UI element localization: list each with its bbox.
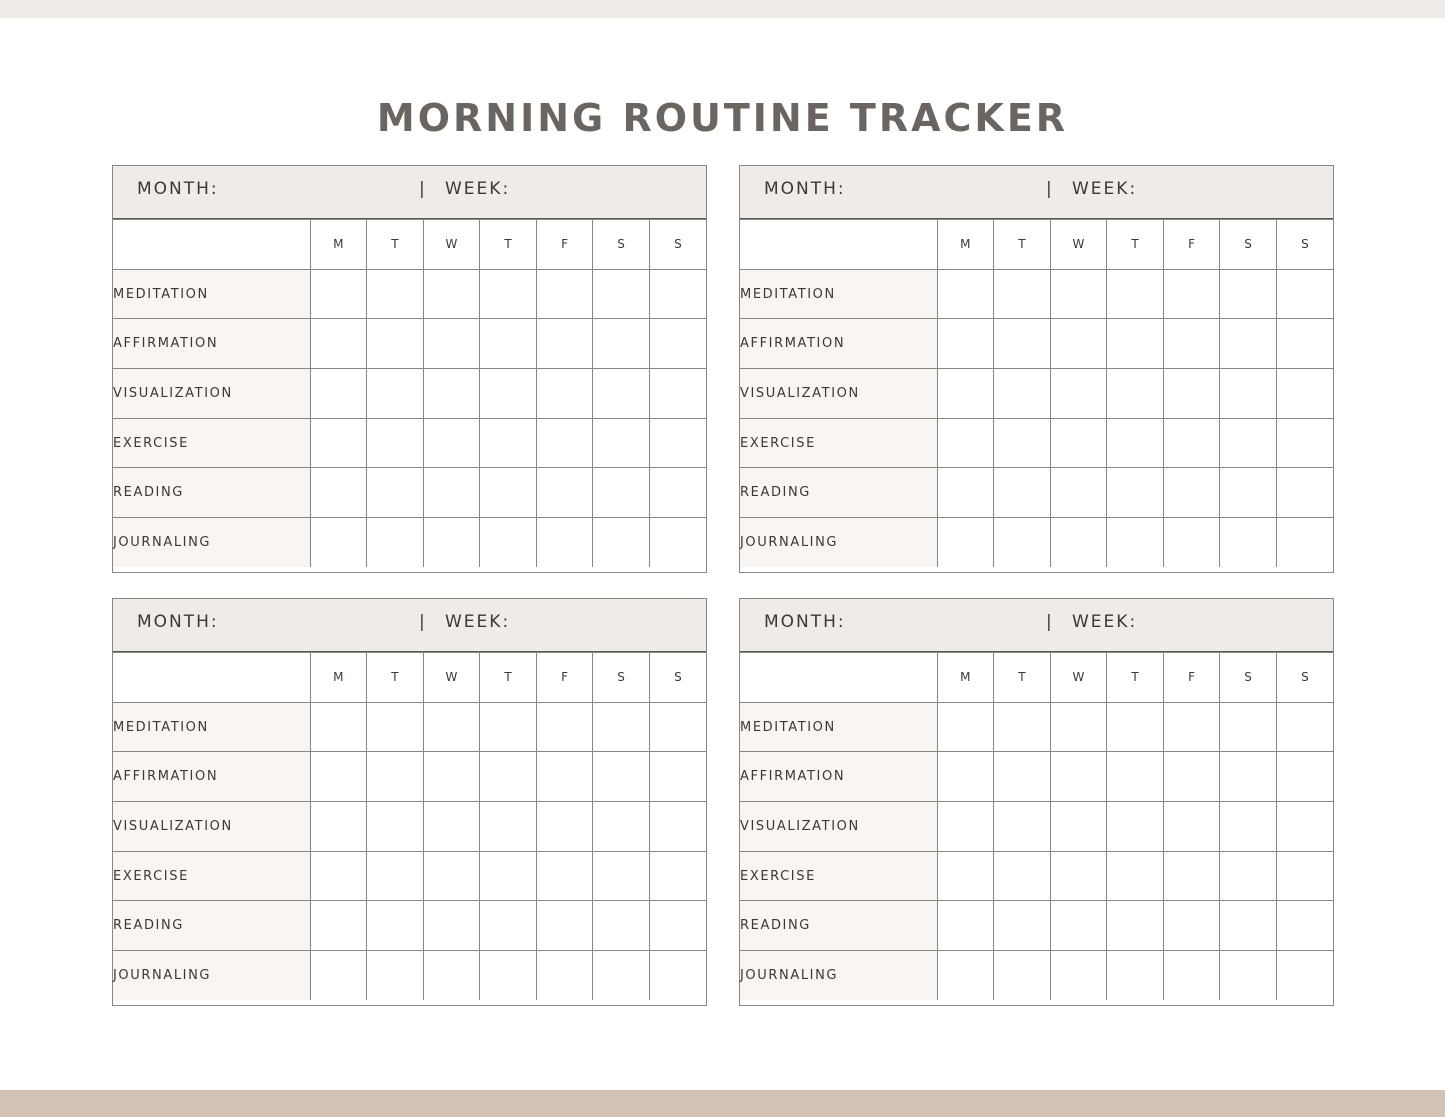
day-header: F xyxy=(1163,220,1220,270)
habit-label: READING xyxy=(740,468,937,518)
day-header: W xyxy=(423,653,480,703)
day-header-row xyxy=(740,220,1333,270)
check-cell[interactable] xyxy=(593,951,650,1001)
check-cell[interactable] xyxy=(536,518,593,568)
header-divider: | xyxy=(419,179,427,199)
check-cell[interactable] xyxy=(1107,269,1164,319)
check-cell[interactable] xyxy=(423,468,480,518)
check-cell[interactable] xyxy=(1276,951,1333,1001)
habit-grid xyxy=(740,652,1333,1000)
check-cell[interactable] xyxy=(593,702,650,752)
habit-row xyxy=(113,418,706,468)
habit-row xyxy=(113,901,706,951)
check-cell[interactable] xyxy=(367,802,424,852)
day-header: F xyxy=(536,220,593,270)
habit-label: JOURNALING xyxy=(740,518,937,568)
check-cell[interactable] xyxy=(423,802,480,852)
check-cell[interactable] xyxy=(1050,518,1107,568)
check-cell[interactable] xyxy=(536,269,593,319)
check-cell[interactable] xyxy=(1050,851,1107,901)
check-cell[interactable] xyxy=(1107,702,1164,752)
check-cell[interactable] xyxy=(994,518,1051,568)
day-header: S xyxy=(1220,653,1277,703)
habit-label: MEDITATION xyxy=(740,702,937,752)
check-cell[interactable] xyxy=(367,752,424,802)
check-cell[interactable] xyxy=(310,468,367,518)
check-cell[interactable] xyxy=(536,369,593,419)
check-cell[interactable] xyxy=(994,319,1051,369)
habit-row xyxy=(113,319,706,369)
check-cell[interactable] xyxy=(1107,752,1164,802)
tracker-panel-2 xyxy=(739,165,1334,573)
check-cell[interactable] xyxy=(649,752,706,802)
habit-row xyxy=(113,802,706,852)
check-cell[interactable] xyxy=(1107,518,1164,568)
check-cell[interactable] xyxy=(1107,802,1164,852)
top-band xyxy=(0,0,1445,18)
check-cell[interactable] xyxy=(310,319,367,369)
check-cell[interactable] xyxy=(994,752,1051,802)
check-cell[interactable] xyxy=(593,418,650,468)
check-cell[interactable] xyxy=(937,951,994,1001)
check-cell[interactable] xyxy=(1107,951,1164,1001)
habit-row xyxy=(740,851,1333,901)
check-cell[interactable] xyxy=(310,518,367,568)
habit-label: READING xyxy=(740,901,937,951)
day-header: T xyxy=(480,220,537,270)
check-cell[interactable] xyxy=(1107,851,1164,901)
check-cell[interactable] xyxy=(1163,518,1220,568)
check-cell[interactable] xyxy=(536,702,593,752)
habit-row xyxy=(113,468,706,518)
check-cell[interactable] xyxy=(649,802,706,852)
check-cell[interactable] xyxy=(1163,319,1220,369)
habit-label: MEDITATION xyxy=(113,702,310,752)
check-cell[interactable] xyxy=(1220,702,1277,752)
habit-label: EXERCISE xyxy=(740,418,937,468)
check-cell[interactable] xyxy=(1220,851,1277,901)
check-cell[interactable] xyxy=(423,752,480,802)
check-cell[interactable] xyxy=(649,369,706,419)
check-cell[interactable] xyxy=(1163,951,1220,1001)
check-cell[interactable] xyxy=(367,851,424,901)
check-cell[interactable] xyxy=(937,752,994,802)
habit-label: AFFIRMATION xyxy=(113,319,310,369)
check-cell[interactable] xyxy=(1050,951,1107,1001)
check-cell[interactable] xyxy=(1220,951,1277,1001)
check-cell[interactable] xyxy=(367,901,424,951)
check-cell[interactable] xyxy=(367,518,424,568)
check-cell[interactable] xyxy=(994,468,1051,518)
check-cell[interactable] xyxy=(1276,468,1333,518)
habit-label: JOURNALING xyxy=(113,951,310,1001)
corner-cell xyxy=(113,220,310,270)
check-cell[interactable] xyxy=(937,369,994,419)
check-cell[interactable] xyxy=(1163,901,1220,951)
habit-label: AFFIRMATION xyxy=(113,752,310,802)
check-cell[interactable] xyxy=(1050,702,1107,752)
check-cell[interactable] xyxy=(1163,369,1220,419)
check-cell[interactable] xyxy=(1220,468,1277,518)
habit-row xyxy=(740,752,1333,802)
header-divider: | xyxy=(1046,612,1054,632)
habit-label: EXERCISE xyxy=(740,851,937,901)
habit-label: EXERCISE xyxy=(113,418,310,468)
check-cell[interactable] xyxy=(480,802,537,852)
check-cell[interactable] xyxy=(423,369,480,419)
check-cell[interactable] xyxy=(994,269,1051,319)
check-cell[interactable] xyxy=(994,418,1051,468)
habit-label: READING xyxy=(113,901,310,951)
check-cell[interactable] xyxy=(310,802,367,852)
check-cell[interactable] xyxy=(937,851,994,901)
check-cell[interactable] xyxy=(1220,802,1277,852)
check-cell[interactable] xyxy=(649,851,706,901)
check-cell[interactable] xyxy=(1276,702,1333,752)
panel-header xyxy=(113,599,706,652)
habit-row xyxy=(740,802,1333,852)
habit-row xyxy=(740,269,1333,319)
day-header: T xyxy=(480,653,537,703)
habit-row xyxy=(740,369,1333,419)
bottom-band xyxy=(0,1090,1445,1117)
day-header: W xyxy=(1050,220,1107,270)
check-cell[interactable] xyxy=(593,802,650,852)
check-cell[interactable] xyxy=(536,319,593,369)
check-cell[interactable] xyxy=(1220,319,1277,369)
day-header: T xyxy=(994,220,1051,270)
check-cell[interactable] xyxy=(1050,319,1107,369)
check-cell[interactable] xyxy=(423,518,480,568)
day-header: M xyxy=(937,220,994,270)
check-cell[interactable] xyxy=(536,752,593,802)
day-header: W xyxy=(423,220,480,270)
habit-label: JOURNALING xyxy=(740,951,937,1001)
day-header: F xyxy=(536,653,593,703)
check-cell[interactable] xyxy=(310,702,367,752)
check-cell[interactable] xyxy=(1050,802,1107,852)
check-cell[interactable] xyxy=(1220,752,1277,802)
month-label: MONTH: xyxy=(137,179,219,199)
check-cell[interactable] xyxy=(649,518,706,568)
check-cell[interactable] xyxy=(423,901,480,951)
check-cell[interactable] xyxy=(480,319,537,369)
check-cell[interactable] xyxy=(536,418,593,468)
day-header: T xyxy=(1107,653,1164,703)
habit-label: JOURNALING xyxy=(113,518,310,568)
check-cell[interactable] xyxy=(1276,752,1333,802)
day-header: S xyxy=(593,653,650,703)
check-cell[interactable] xyxy=(423,702,480,752)
corner-cell xyxy=(740,653,937,703)
habit-grid xyxy=(113,219,706,567)
check-cell[interactable] xyxy=(367,369,424,419)
check-cell[interactable] xyxy=(994,702,1051,752)
panel-header xyxy=(740,599,1333,652)
check-cell[interactable] xyxy=(310,369,367,419)
check-cell[interactable] xyxy=(310,851,367,901)
check-cell[interactable] xyxy=(937,468,994,518)
check-cell[interactable] xyxy=(937,319,994,369)
habit-row xyxy=(113,518,706,568)
check-cell[interactable] xyxy=(937,269,994,319)
day-header: W xyxy=(1050,653,1107,703)
check-cell[interactable] xyxy=(480,369,537,419)
habit-label: AFFIRMATION xyxy=(740,752,937,802)
check-cell[interactable] xyxy=(536,951,593,1001)
day-header: F xyxy=(1163,653,1220,703)
habit-grid xyxy=(740,219,1333,567)
habit-row xyxy=(740,702,1333,752)
week-label: WEEK: xyxy=(1072,179,1138,199)
check-cell[interactable] xyxy=(310,901,367,951)
habit-label: VISUALIZATION xyxy=(740,802,937,852)
habit-label: VISUALIZATION xyxy=(113,369,310,419)
month-label: MONTH: xyxy=(137,612,219,632)
check-cell[interactable] xyxy=(367,319,424,369)
check-cell[interactable] xyxy=(1163,851,1220,901)
habit-row xyxy=(113,269,706,319)
day-header: M xyxy=(937,653,994,703)
day-header: S xyxy=(649,653,706,703)
week-label: WEEK: xyxy=(445,612,511,632)
check-cell[interactable] xyxy=(593,518,650,568)
header-divider: | xyxy=(419,612,427,632)
check-cell[interactable] xyxy=(937,901,994,951)
check-cell[interactable] xyxy=(1220,901,1277,951)
check-cell[interactable] xyxy=(367,951,424,1001)
corner-cell xyxy=(113,653,310,703)
check-cell[interactable] xyxy=(593,369,650,419)
check-cell[interactable] xyxy=(649,468,706,518)
habit-label: VISUALIZATION xyxy=(740,369,937,419)
check-cell[interactable] xyxy=(1050,369,1107,419)
check-cell[interactable] xyxy=(593,269,650,319)
check-cell[interactable] xyxy=(1050,752,1107,802)
check-cell[interactable] xyxy=(1050,901,1107,951)
check-cell[interactable] xyxy=(367,418,424,468)
habit-label: EXERCISE xyxy=(113,851,310,901)
day-header-row xyxy=(113,653,706,703)
check-cell[interactable] xyxy=(1163,468,1220,518)
check-cell[interactable] xyxy=(937,518,994,568)
week-label: WEEK: xyxy=(445,179,511,199)
check-cell[interactable] xyxy=(1050,468,1107,518)
check-cell[interactable] xyxy=(649,951,706,1001)
check-cell[interactable] xyxy=(536,901,593,951)
check-cell[interactable] xyxy=(649,418,706,468)
check-cell[interactable] xyxy=(536,802,593,852)
check-cell[interactable] xyxy=(1276,802,1333,852)
check-cell[interactable] xyxy=(480,269,537,319)
check-cell[interactable] xyxy=(1163,418,1220,468)
check-cell[interactable] xyxy=(480,518,537,568)
check-cell[interactable] xyxy=(1050,269,1107,319)
check-cell[interactable] xyxy=(480,702,537,752)
check-cell[interactable] xyxy=(994,851,1051,901)
check-cell[interactable] xyxy=(423,269,480,319)
tracker-panel-3 xyxy=(112,598,707,1006)
check-cell[interactable] xyxy=(423,418,480,468)
habit-row xyxy=(740,319,1333,369)
corner-cell xyxy=(740,220,937,270)
check-cell[interactable] xyxy=(1107,369,1164,419)
day-header: M xyxy=(310,220,367,270)
check-cell[interactable] xyxy=(536,468,593,518)
week-label: WEEK: xyxy=(1072,612,1138,632)
habit-row xyxy=(740,951,1333,1001)
check-cell[interactable] xyxy=(480,951,537,1001)
tracker-panel-1 xyxy=(112,165,707,573)
check-cell[interactable] xyxy=(994,951,1051,1001)
check-cell[interactable] xyxy=(593,468,650,518)
check-cell[interactable] xyxy=(1220,418,1277,468)
check-cell[interactable] xyxy=(937,802,994,852)
habit-label: READING xyxy=(113,468,310,518)
check-cell[interactable] xyxy=(1220,518,1277,568)
check-cell[interactable] xyxy=(1163,802,1220,852)
check-cell[interactable] xyxy=(1220,369,1277,419)
day-header: T xyxy=(994,653,1051,703)
check-cell[interactable] xyxy=(1107,901,1164,951)
habit-row xyxy=(113,702,706,752)
day-header: T xyxy=(367,220,424,270)
check-cell[interactable] xyxy=(649,319,706,369)
habit-label: MEDITATION xyxy=(113,269,310,319)
check-cell[interactable] xyxy=(994,369,1051,419)
check-cell[interactable] xyxy=(480,752,537,802)
check-cell[interactable] xyxy=(1276,901,1333,951)
check-cell[interactable] xyxy=(310,752,367,802)
check-cell[interactable] xyxy=(310,418,367,468)
check-cell[interactable] xyxy=(593,319,650,369)
check-cell[interactable] xyxy=(937,418,994,468)
check-cell[interactable] xyxy=(937,702,994,752)
habit-row xyxy=(740,418,1333,468)
panel-header xyxy=(740,166,1333,219)
habit-row xyxy=(740,901,1333,951)
check-cell[interactable] xyxy=(480,468,537,518)
habit-row xyxy=(113,369,706,419)
page-title: MORNING ROUTINE TRACKER xyxy=(376,96,1069,140)
check-cell[interactable] xyxy=(1107,418,1164,468)
check-cell[interactable] xyxy=(994,802,1051,852)
check-cell[interactable] xyxy=(593,752,650,802)
panel-header xyxy=(113,166,706,219)
check-cell[interactable] xyxy=(593,851,650,901)
check-cell[interactable] xyxy=(367,269,424,319)
day-header: T xyxy=(1107,220,1164,270)
habit-label: VISUALIZATION xyxy=(113,802,310,852)
check-cell[interactable] xyxy=(480,901,537,951)
check-cell[interactable] xyxy=(367,468,424,518)
day-header-row xyxy=(740,653,1333,703)
check-cell[interactable] xyxy=(1107,319,1164,369)
habit-row xyxy=(113,951,706,1001)
check-cell[interactable] xyxy=(480,418,537,468)
day-header-row xyxy=(113,220,706,270)
check-cell[interactable] xyxy=(1276,518,1333,568)
check-cell[interactable] xyxy=(1163,269,1220,319)
check-cell[interactable] xyxy=(1276,418,1333,468)
check-cell[interactable] xyxy=(310,951,367,1001)
habit-grid xyxy=(113,652,706,1000)
check-cell[interactable] xyxy=(1276,851,1333,901)
check-cell[interactable] xyxy=(367,702,424,752)
check-cell[interactable] xyxy=(1276,369,1333,419)
day-header: S xyxy=(1276,653,1333,703)
check-cell[interactable] xyxy=(1163,752,1220,802)
habit-row xyxy=(740,468,1333,518)
check-cell[interactable] xyxy=(423,319,480,369)
habit-row xyxy=(740,518,1333,568)
day-header: S xyxy=(1276,220,1333,270)
day-header: T xyxy=(367,653,424,703)
habit-row xyxy=(113,851,706,901)
check-cell[interactable] xyxy=(649,269,706,319)
check-cell[interactable] xyxy=(649,901,706,951)
check-cell[interactable] xyxy=(1050,418,1107,468)
check-cell[interactable] xyxy=(1107,468,1164,518)
habit-label: AFFIRMATION xyxy=(740,319,937,369)
day-header: M xyxy=(310,653,367,703)
day-header: S xyxy=(649,220,706,270)
check-cell[interactable] xyxy=(1276,269,1333,319)
habit-label: MEDITATION xyxy=(740,269,937,319)
day-header: S xyxy=(593,220,650,270)
tracker-panel-4 xyxy=(739,598,1334,1006)
month-label: MONTH: xyxy=(764,179,846,199)
header-divider: | xyxy=(1046,179,1054,199)
check-cell[interactable] xyxy=(423,951,480,1001)
check-cell[interactable] xyxy=(1220,269,1277,319)
check-cell[interactable] xyxy=(994,901,1051,951)
day-header: S xyxy=(1220,220,1277,270)
check-cell[interactable] xyxy=(649,702,706,752)
month-label: MONTH: xyxy=(764,612,846,632)
check-cell[interactable] xyxy=(480,851,537,901)
check-cell[interactable] xyxy=(536,851,593,901)
check-cell[interactable] xyxy=(593,901,650,951)
check-cell[interactable] xyxy=(1163,702,1220,752)
habit-row xyxy=(113,752,706,802)
check-cell[interactable] xyxy=(423,851,480,901)
check-cell[interactable] xyxy=(1276,319,1333,369)
check-cell[interactable] xyxy=(310,269,367,319)
